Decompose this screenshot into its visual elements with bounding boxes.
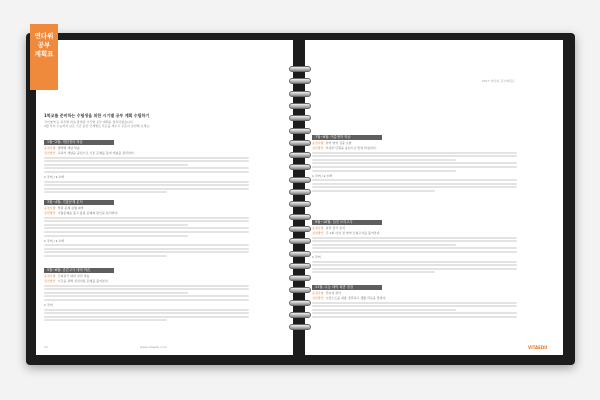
row-label: 실천방안 (312, 231, 324, 235)
subject-note: 1 국어 / 2 수학 (44, 238, 65, 243)
page-footer-url: www.vitaedu.com (140, 345, 167, 349)
row-label: 중점사항 (312, 141, 324, 145)
binding-ring (289, 115, 311, 121)
binding-ring (289, 66, 311, 72)
text-line-placeholder (44, 181, 249, 183)
row-label: 실천방안 (312, 296, 324, 300)
binding-ring (289, 189, 311, 195)
section-heading: 11월: 수능 대비 최종 점검 (312, 285, 382, 290)
text-line-placeholder (44, 319, 167, 321)
plan-row (312, 141, 517, 145)
row-label: 중점사항 (44, 274, 56, 278)
text-line-placeholder (312, 190, 435, 192)
subject-note: 1 국어 / 2 수학 (312, 173, 333, 178)
text-line-placeholder (312, 261, 517, 263)
binding-ring (289, 263, 311, 269)
plan-row (312, 296, 517, 300)
text-line-placeholder (44, 227, 249, 229)
text-line-placeholder (312, 251, 517, 253)
page-number: 12 (44, 345, 48, 349)
spiral-binding (289, 66, 311, 336)
text-line-placeholder (44, 224, 188, 226)
intro-text (44, 120, 244, 128)
text-line-placeholder (312, 179, 517, 181)
section-heading: 9월~10월: 실전 모의고사 (312, 220, 382, 225)
text-line-placeholder (44, 231, 249, 233)
text-line-placeholder (44, 295, 249, 297)
row-text: 시간을 정해 실전처럼 문제를 풀어본다. (57, 279, 109, 283)
text-line-placeholder (44, 285, 249, 287)
text-line-placeholder (312, 305, 517, 307)
text-line-placeholder (312, 271, 435, 273)
section-heading: 7월~8월: 여름방학 학습 (312, 135, 382, 140)
binding-ring (289, 201, 311, 207)
binding-ring (289, 214, 311, 220)
row-label: 중점사항 (44, 146, 56, 150)
text-line-placeholder (44, 288, 249, 290)
binding-ring (289, 275, 311, 281)
text-line-placeholder (44, 255, 167, 257)
text-line-placeholder (312, 240, 517, 242)
text-line-placeholder (312, 162, 517, 164)
text-line-placeholder (44, 164, 188, 166)
tag-line: 공부 (37, 41, 51, 49)
text-line-placeholder (44, 244, 249, 246)
plan-row (312, 226, 517, 230)
section-heading: 5월~6월: 중간고사 대비 학습 (44, 268, 114, 273)
binding-ring (289, 324, 311, 330)
row-text: 교과서 개념을 중심으로 기본 문제를 풀며 개념을 정리한다. (57, 151, 135, 155)
intro-line: 국어영역 등 과목별 학습 방법과 시기별 공부 계획을 정리하였습니다. (44, 120, 134, 124)
brand-logo: VITAEDU (528, 345, 548, 350)
text-line-placeholder (44, 157, 249, 159)
row-text: 컨디션 관리 (325, 291, 342, 295)
row-text: 주 1회 이상 전 영역 모의고사를 풀어본다. (325, 231, 381, 235)
plan-section (44, 140, 249, 193)
binding-ring (289, 251, 311, 257)
text-line-placeholder (312, 316, 517, 318)
plan-row (44, 146, 249, 150)
binding-ring (289, 226, 311, 232)
text-line-placeholder (312, 159, 456, 161)
section-tag (30, 24, 58, 90)
binding-ring (289, 238, 311, 244)
row-label: 실천방안 (312, 146, 324, 150)
plan-row (44, 211, 249, 215)
intro-line: 3월 부터 수능까지 남은 기간 동안 단계별로 목표를 세우고 꾸준히 실천해 보세요. (44, 124, 151, 128)
text-line-placeholder (44, 235, 188, 237)
text-line-placeholder (44, 167, 249, 169)
subject-note: 1 국어 (44, 302, 53, 307)
text-line-placeholder (44, 188, 249, 190)
row-text: 모의평가 대비 실전 연습 (57, 274, 90, 278)
row-text: 오답노트를 최종 정리하고 생활 리듬을 맞춘다. (325, 296, 387, 300)
plan-row (312, 146, 517, 150)
plan-row (312, 231, 517, 235)
subject-note: 1 국어 (312, 254, 321, 259)
row-text: 영역별 개념 학습 (57, 146, 80, 150)
binding-ring (289, 103, 311, 109)
binding-ring (289, 164, 311, 170)
text-line-placeholder (312, 268, 517, 270)
text-line-placeholder (44, 217, 249, 219)
subject-note: 1 국어 / 2 수학 (44, 174, 65, 179)
row-text: 기출문제를 풀고 틀린 문제의 원인을 분석한다. (57, 211, 119, 215)
row-label: 중점사항 (44, 206, 56, 210)
text-line-placeholder (312, 166, 517, 168)
text-line-placeholder (312, 155, 517, 157)
text-line-placeholder (44, 309, 249, 311)
text-line-placeholder (312, 244, 456, 246)
section-heading: 1월~2월: 개념정리 학습 (44, 140, 114, 145)
plan-section (44, 200, 249, 257)
binding-ring (289, 152, 311, 158)
text-line-placeholder (312, 237, 517, 239)
text-line-placeholder (312, 186, 517, 188)
row-label: 실천방안 (44, 151, 56, 155)
text-line-placeholder (312, 309, 456, 311)
row-label: 중점사항 (312, 226, 324, 230)
tag-line: 연다위 (34, 32, 54, 40)
text-line-placeholder (44, 248, 249, 250)
row-text: 학평 문제 유형 파악 (57, 206, 84, 210)
row-label: 실천방안 (44, 211, 56, 215)
text-line-placeholder (312, 152, 517, 154)
section-heading: 3월~4월: 기출문제 분석 (44, 200, 114, 205)
plan-row (44, 151, 249, 155)
binding-ring (289, 177, 311, 183)
text-line-placeholder (44, 299, 249, 301)
row-text: 실전 감각 유지 (325, 226, 345, 230)
binding-ring (289, 78, 311, 84)
plan-section (44, 268, 249, 321)
row-label: 중점사항 (312, 291, 324, 295)
text-line-placeholder (44, 316, 249, 318)
row-text: 부족한 단원을 중심으로 반복 학습한다. (325, 146, 377, 150)
text-line-placeholder (44, 191, 167, 193)
row-label: 실천방안 (44, 279, 56, 283)
page-header: 2017 연다위 공부계획표 (482, 79, 515, 83)
text-line-placeholder (312, 183, 517, 185)
text-line-placeholder (44, 184, 249, 186)
text-line-placeholder (312, 302, 517, 304)
binding-ring (289, 128, 311, 134)
text-line-placeholder (44, 312, 249, 314)
plan-section (312, 285, 517, 318)
text-line-placeholder (44, 171, 249, 173)
binding-ring (289, 140, 311, 146)
binding-ring (289, 91, 311, 97)
plan-row (44, 274, 249, 278)
text-line-placeholder (312, 312, 517, 314)
binding-ring (289, 287, 311, 293)
binding-ring (289, 300, 311, 306)
text-line-placeholder (44, 160, 249, 162)
plan-section (312, 135, 517, 192)
text-line-placeholder (44, 220, 249, 222)
plan-row (44, 279, 249, 283)
text-line-placeholder (44, 251, 249, 253)
binding-ring (289, 312, 311, 318)
plan-section (312, 220, 517, 273)
plan-row (44, 206, 249, 210)
text-line-placeholder (312, 170, 456, 172)
text-line-placeholder (44, 292, 188, 294)
text-line-placeholder (312, 264, 517, 266)
row-text: 취약 영역 집중 보완 (325, 141, 352, 145)
text-line-placeholder (312, 247, 517, 249)
plan-row (312, 291, 517, 295)
intro-title: 1학교를 준비하는 수험생을 위한 시기별 공부 계획 수립하기 (44, 113, 150, 118)
tag-line: 계획표 (34, 50, 54, 58)
